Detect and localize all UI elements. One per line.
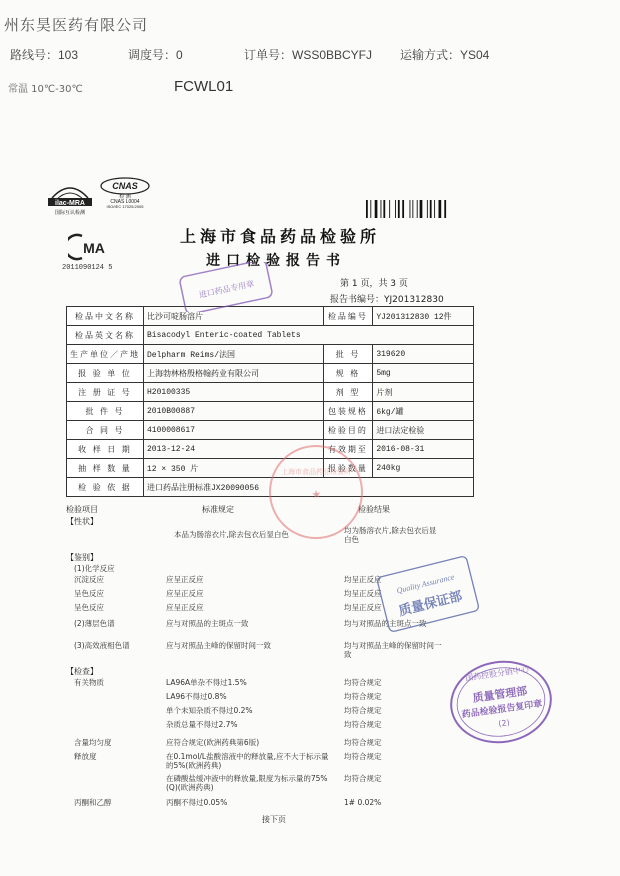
- result-item: 含量均匀度: [74, 738, 112, 747]
- result-standard: 应呈正反应: [166, 575, 204, 584]
- col-standard-header: 标准规定: [202, 505, 234, 514]
- report-subtitle: 进口检验报告书: [206, 253, 346, 269]
- copy-seal-line2: 药品检验报告复印章: [461, 699, 543, 721]
- info-label-2: 检验目的: [323, 421, 373, 440]
- info-row: [67, 402, 474, 421]
- info-label-2: 规 格: [323, 364, 373, 383]
- info-row: [67, 383, 474, 402]
- check-heading: 【检查】: [66, 667, 98, 676]
- copy-seal-line3: (2): [497, 718, 511, 729]
- barcode-bar: [427, 200, 428, 218]
- barcode-bar: [410, 200, 411, 218]
- adjust-number: 调度号：0: [128, 48, 183, 62]
- result-value: 均符合规定: [344, 738, 382, 747]
- result-item: 呈色反应: [74, 603, 104, 612]
- identification-heading: 【鉴别】: [66, 553, 98, 562]
- result-item: 丙酮和乙醇: [74, 798, 112, 807]
- quality-stamp-text-cn: 质量保证部: [397, 589, 464, 620]
- barcode-bar: [444, 200, 446, 218]
- import-stamp-text: 进口药品专用章: [198, 279, 255, 300]
- red-seal-icon: [248, 440, 384, 544]
- info-label: 检品中文名称: [67, 307, 144, 326]
- result-standard: 应与对照品的主斑点一致: [166, 619, 249, 628]
- info-label: 检 验 依 据: [67, 478, 144, 497]
- company-name: 州东昊医药有限公司: [4, 16, 149, 34]
- info-value: 比沙可啶肠溶片: [144, 307, 324, 326]
- info-value-2: 240kg: [373, 459, 474, 478]
- info-value-2: 进口法定检验: [373, 421, 474, 440]
- result-standard: 在磷酸盐缓冲液中的释放量,限度为标示量的75%(Q)(欧洲药典): [166, 774, 328, 792]
- footer-continued: 接下页: [262, 815, 286, 824]
- cnas-caption-1: 检 测: [119, 194, 131, 200]
- barcode-bar: [439, 200, 442, 218]
- result-item: (3)高效液相色谱: [74, 641, 130, 650]
- barcode-bar: [402, 200, 404, 218]
- transport-method: 运输方式：YS04: [400, 48, 490, 62]
- storage-temperature: 常温 10℃-30℃: [8, 84, 83, 95]
- info-value-2: 片剂: [373, 383, 474, 402]
- col-item-header: 检验项目: [66, 505, 98, 514]
- info-value-2: 2016-08-31: [373, 440, 474, 459]
- result-value: 均与对照品的主斑点一致: [344, 619, 427, 628]
- result-item: 有关物质: [74, 678, 104, 687]
- result-standard: 应与对照品主峰的保留时间一致: [166, 641, 271, 650]
- info-value: 4100008617: [144, 421, 324, 440]
- info-label-2: 检品编号: [323, 307, 373, 326]
- report-title: 上海市食品药品检验所: [180, 227, 381, 246]
- info-row: [67, 345, 474, 364]
- result-value: 均符合规定: [344, 706, 382, 715]
- result-value: 均符合规定: [344, 752, 382, 761]
- cma-logo-text: MA: [83, 240, 105, 256]
- info-label: 检品英文名称: [67, 326, 144, 345]
- info-value-2: 5mg: [373, 364, 474, 383]
- barcode-bar: [366, 200, 368, 218]
- info-value-2: 319620: [373, 345, 474, 364]
- info-value: Bisacodyl Enteric-coated Tablets: [144, 326, 474, 345]
- barcode-bar: [375, 200, 378, 218]
- barcode-bar: [398, 200, 400, 218]
- ilac-caption: 国际互认检测: [54, 210, 86, 216]
- barcode-bar: [434, 200, 435, 218]
- info-label-2: 包装规格: [323, 402, 373, 421]
- result-standard: 应呈正反应: [166, 603, 204, 612]
- info-label-2: 批 号: [323, 345, 373, 364]
- barcode-bar: [389, 200, 390, 218]
- cnas-caption-2: CNAS L0004: [110, 199, 140, 205]
- ilac-logo-icon: [46, 176, 94, 216]
- info-label: 合 同 号: [67, 421, 144, 440]
- result-value: 1# 0.02%: [344, 798, 382, 807]
- info-label-2: 剂 型: [323, 383, 373, 402]
- info-value: 进口药品注册标准JX20090056: [144, 478, 474, 497]
- info-row: [67, 326, 474, 345]
- report-number: 报告书编号：YJ201312830: [330, 295, 444, 305]
- cma-logo-icon: [68, 232, 112, 262]
- result-value: 均符合规定: [344, 692, 382, 701]
- barcode-bar: [420, 200, 423, 218]
- order-number: 订单号：WSS0BBCYFJ: [244, 48, 373, 62]
- result-value: 均符合规定: [344, 678, 382, 687]
- info-row: [67, 364, 474, 383]
- result-value: 均呈正反应: [344, 589, 382, 598]
- result-item: 呈色反应: [74, 589, 104, 598]
- result-item: 沉淀反应: [74, 575, 104, 584]
- cnas-logo-text: CNAS: [112, 181, 138, 191]
- result-value: 均呈正反应: [344, 575, 382, 584]
- result-standard: 在0.1mol/L盐酸溶液中的释放量,应不大于标示量的5%(欧洲药典): [166, 752, 329, 770]
- info-label: 生产单位／产地: [67, 345, 144, 364]
- barcode-bar: [395, 200, 396, 218]
- result-value: 均符合规定: [344, 774, 382, 783]
- barcode-bar: [370, 200, 371, 218]
- red-seal-text: 上海市食品药品检验所: [281, 468, 351, 476]
- result-standard: 单个未知杂质不得过0.2%: [166, 706, 253, 715]
- info-row: [67, 421, 474, 440]
- info-label-2: 报验数量: [323, 459, 373, 478]
- result-value: 均呈正反应: [344, 603, 382, 612]
- info-value: 2010B00887: [144, 402, 324, 421]
- character-result: 均为肠溶衣片,除去包衣后显白色: [344, 526, 437, 544]
- info-value: H20100335: [144, 383, 324, 402]
- copy-seal-icon: [448, 656, 554, 748]
- info-value: 12 × 350 片: [144, 459, 324, 478]
- barcode-icon: [366, 200, 462, 218]
- info-label: 收 样 日 期: [67, 440, 144, 459]
- info-value: Delpharm Reims/法国: [144, 345, 324, 364]
- result-standard: 应符合规定(欧洲药典第6版): [166, 738, 260, 747]
- barcode-bar: [381, 200, 382, 218]
- route-number: 路线号：103: [10, 48, 79, 62]
- import-stamp-icon: [178, 262, 274, 312]
- info-value: 上海勃林格殷格翰药业有限公司: [144, 364, 324, 383]
- info-value-2: 6kg/罐: [373, 402, 474, 421]
- character-standard: 本品为肠溶衣片,除去包衣后显白色: [174, 530, 289, 539]
- info-value: 2013-12-24: [144, 440, 324, 459]
- character-heading: 【性状】: [66, 517, 98, 526]
- info-label: 注 册 证 号: [67, 383, 144, 402]
- copy-seal-ring: 国药控股分销中心: [464, 664, 530, 683]
- result-standard: 丙酮不得过0.05%: [166, 798, 228, 807]
- quality-stamp-text-en: Quality Assurance: [395, 572, 456, 596]
- quality-stamp-icon: [376, 556, 480, 632]
- col-result-header: 检验结果: [358, 505, 390, 514]
- svg-text:★: ★: [310, 487, 323, 502]
- result-standard: 杂质总量不得过2.7%: [166, 720, 238, 729]
- copy-seal-line1: 质量管理部: [471, 684, 529, 705]
- barcode-bar: [430, 200, 432, 218]
- result-value: 均与对照品主峰的保留时间一致: [344, 641, 442, 659]
- ilac-logo-text: ilac-MRA: [55, 200, 85, 207]
- result-standard: LA96不得过0.8%: [166, 692, 227, 701]
- barcode-bar: [417, 200, 418, 218]
- result-item: (2)薄层色谱: [74, 619, 115, 628]
- page-info: 第 1 页，共 3 页: [340, 279, 408, 289]
- result-value: 均符合规定: [344, 720, 382, 729]
- result-standard: 应呈正反应: [166, 589, 204, 598]
- identification-subheading: (1)化学反应: [74, 564, 115, 573]
- cma-number: 2011090124 5: [62, 264, 113, 272]
- document-code: FCWL01: [174, 78, 234, 95]
- cnas-logo-icon: [96, 176, 154, 210]
- result-item: 释放度: [74, 752, 97, 761]
- info-label: 抽 样 数 量: [67, 459, 144, 478]
- info-label: 报 验 单 位: [67, 364, 144, 383]
- info-value-2: YJ201312830 12件: [373, 307, 474, 326]
- barcode-bar: [383, 200, 385, 218]
- cnas-caption-3: ISO/IEC 17025:2005: [106, 204, 144, 209]
- info-label: 批 件 号: [67, 402, 144, 421]
- barcode-bar: [412, 200, 413, 218]
- info-label-2: 有效期至: [323, 440, 373, 459]
- result-standard: LA96A单杂不得过1.5%: [166, 678, 247, 687]
